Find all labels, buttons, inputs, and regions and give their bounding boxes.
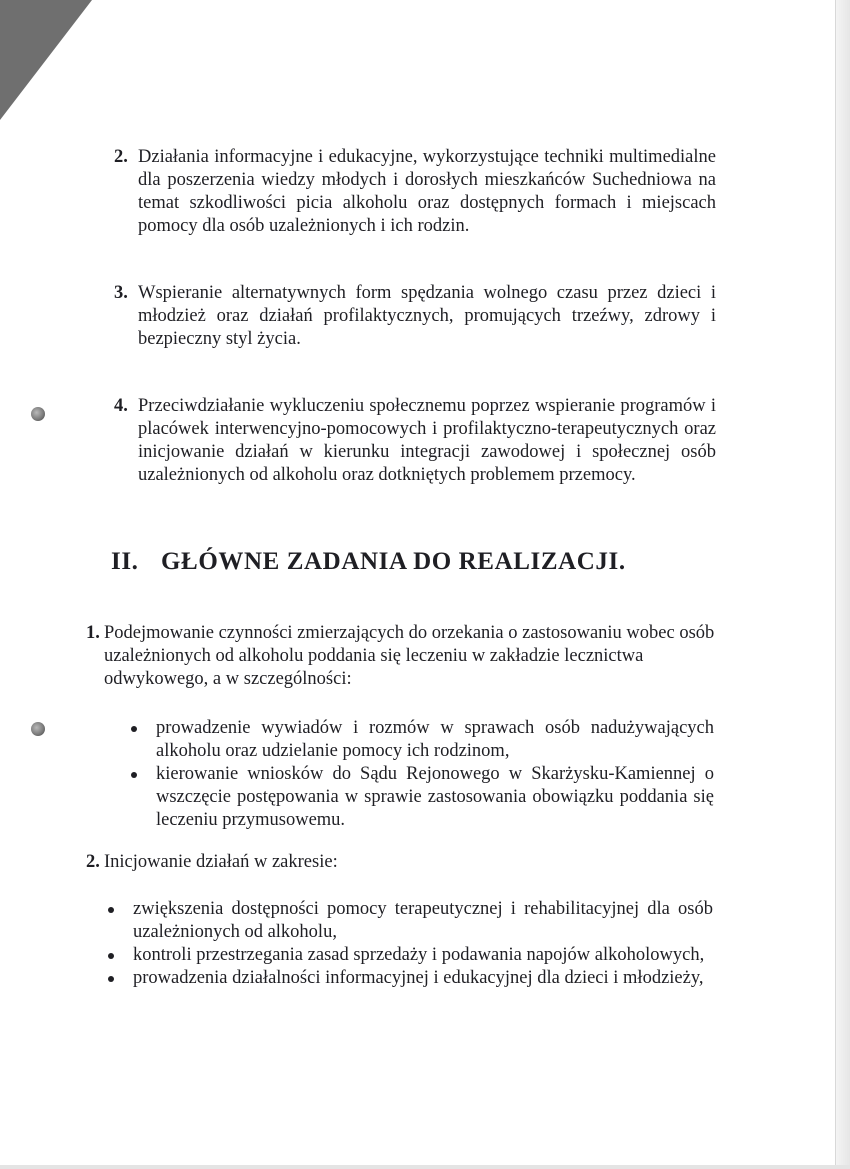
folded-corner xyxy=(0,0,92,120)
bullet-text: zwiększenia dostępności pomocy terapeutycznej i rehabilitacyjnej dla osób uzależnionych od alkoholu, xyxy=(133,899,713,942)
list-item xyxy=(133,898,713,944)
punch-hole-top xyxy=(31,407,45,421)
list-item xyxy=(156,763,714,832)
section-title: GŁÓWNE ZADANIA DO REALIZACJI. xyxy=(161,548,626,575)
task-bullet-list xyxy=(133,898,713,990)
item-text: Działania informacyjne i edukacyjne, wykorzystujące techniki multimedialne dla poszerzenia wiedzy młodych i dorosłych mieszkańców Suchedniowa na temat szkodliwości picia alkoholu oraz dostępnych formach i miejscach pomocy dla osób uzależnionych i ich rodzin. xyxy=(138,147,716,236)
bullet-text: prowadzenia działalności informacyjnej i edukacyjnej dla dzieci i młodzieży, xyxy=(133,968,704,988)
section-numeral: II. xyxy=(111,548,139,575)
bullet-icon xyxy=(108,976,114,982)
list-item xyxy=(133,944,713,967)
item-number: 2. xyxy=(86,852,100,872)
objective-item xyxy=(114,146,716,238)
bullet-text: kierowanie wniosków do Sądu Rejonowego w Skarżysku-Kamiennej o wszczęcie postępowania w sprawie zastosowania obowiązku poddania się leczeniu przymusowemu. xyxy=(156,764,714,830)
punch-hole-bottom xyxy=(31,722,45,736)
item-text: Inicjowanie działań w zakresie: xyxy=(104,852,338,872)
objective-item xyxy=(114,395,716,487)
bullet-icon xyxy=(108,907,114,913)
item-number: 3. xyxy=(114,283,128,303)
list-item xyxy=(133,967,713,990)
task-item xyxy=(86,851,716,874)
task-bullet-list xyxy=(156,717,714,832)
bullet-text: prowadzenie wywiadów i rozmów w sprawach osób nadużywających alkoholu oraz udzielanie pomocy ich rodzinom, xyxy=(156,718,714,761)
item-text: Podejmowanie czynności zmierzających do orzekania o zastosowaniu wobec osób uzależnionych od alkoholu poddania się leczeniu w zakładzie lecznictwa odwykowego, a w szczególności: xyxy=(104,623,715,689)
item-number: 2. xyxy=(114,147,128,167)
bullet-icon xyxy=(131,726,137,732)
list-item xyxy=(156,717,714,763)
item-text: Wspieranie alternatywnych form spędzania wolnego czasu przez dzieci i młodzież oraz działań profilaktycznych, promujących trzeźwy, zdrowy i bezpieczny styl życia. xyxy=(138,283,716,349)
page-edge xyxy=(835,0,850,1169)
bullet-text: kontroli przestrzegania zasad sprzedaży i podawania napojów alkoholowych, xyxy=(133,945,705,965)
item-text: Przeciwdziałanie wykluczeniu społecznemu poprzez wspieranie programów i placówek interwencyjno-pomocowych i profilaktyczno-terapeutycznych oraz inicjowanie działań w kierunku integracji zawodowej i społecznej osób uzależnionych od alkoholu oraz dotkniętych problemem przemocy. xyxy=(138,396,716,485)
section-heading xyxy=(111,548,626,576)
objective-item xyxy=(114,282,716,351)
page-edge-bottom xyxy=(0,1165,850,1169)
item-number: 1. xyxy=(86,623,100,643)
item-number: 4. xyxy=(114,396,128,416)
bullet-icon xyxy=(108,953,114,959)
task-item xyxy=(86,622,716,691)
bullet-icon xyxy=(131,772,137,778)
